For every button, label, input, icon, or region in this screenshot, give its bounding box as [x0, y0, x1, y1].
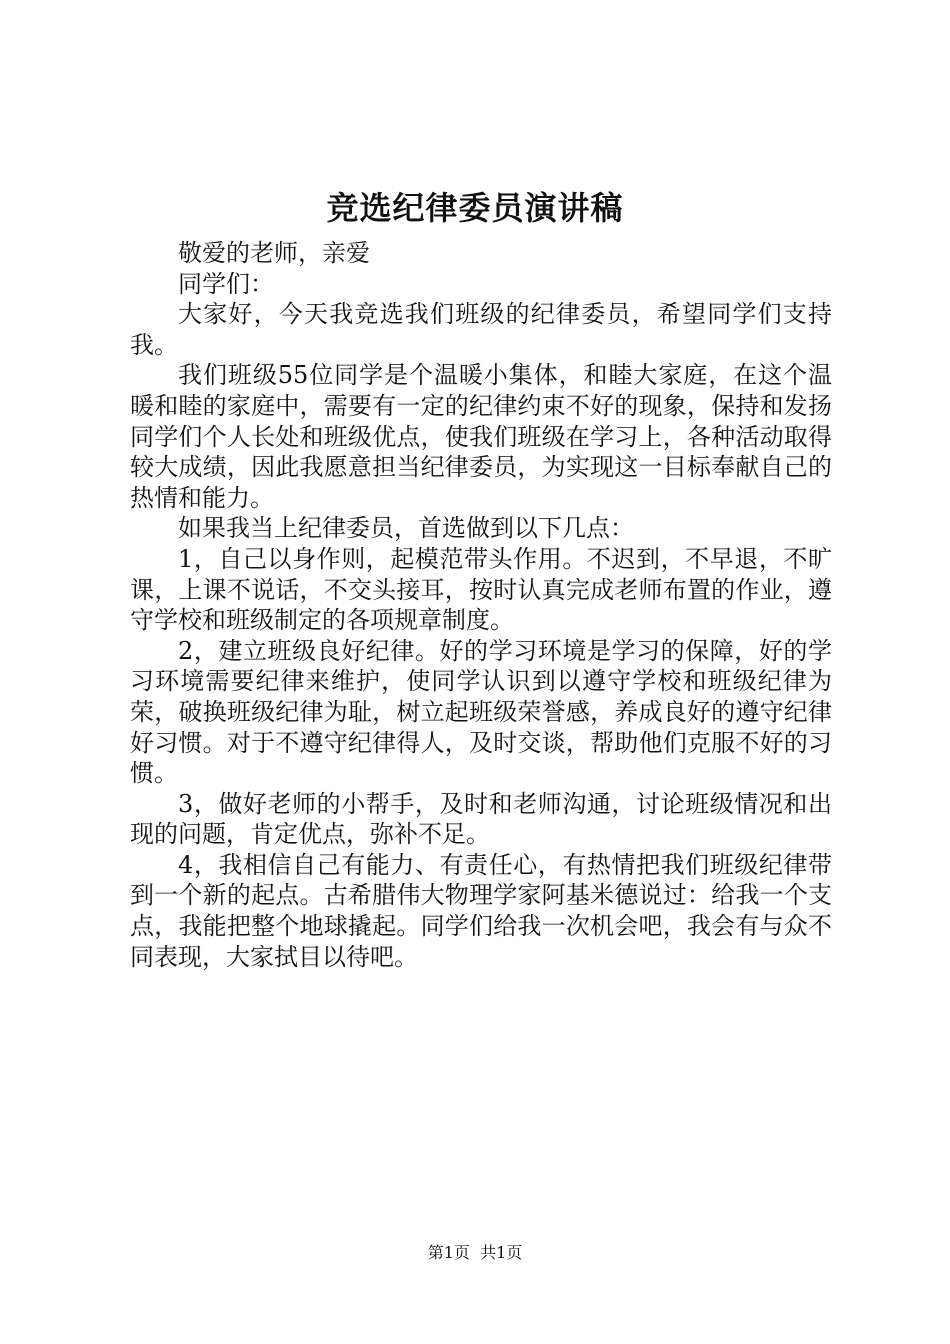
page-footer — [0, 1242, 950, 1264]
paragraph-greeting: 大家好，今天我竞选我们班级的纪律委员，希望同学们支持我。 — [130, 300, 832, 359]
document-body — [130, 238, 832, 972]
salutation-line-1: 敬爱的老师，亲爱 — [178, 239, 370, 267]
paragraph-point-1: 1，自己以身作则，起模范带头作用。不迟到，不早退，不旷课，上课不说话，不交头接耳，按时认真完成老师布置的作业，遵守学校和班级制定的各项规章制度。 — [130, 544, 832, 635]
paragraph-point-3: 3，做好老师的小帮手，及时和老师沟通，讨论班级情况和出现的问题，肯定优点，弥补不足。 — [130, 789, 832, 849]
paragraph-point-2: 2，建立班级良好纪律。好的学习环境是学习的保障，好的学习环境需要纪律来维护，使同学认识到以遵守学校和班级纪律为荣，破换班级纪律为耻，树立起班级荣誉感，养成良好的遵守纪律好习惯。对于不遵守纪律得人，及时交谈，帮助他们克服不好的习惯。 — [130, 636, 832, 788]
salutation-line-2: 同学们： — [178, 269, 274, 298]
page-total: 共1页 — [480, 1243, 523, 1262]
paragraph-points-intro: 如果我当上纪律委员，首选做到以下几点： — [178, 514, 634, 543]
document-title: 竞选纪律委员演讲稿 — [326, 189, 624, 227]
paragraph-point-4: 4，我相信自己有能力、有责任心，有热情把我们班级纪律带到一个新的起点。古希腊伟大物理学家阿基米德说过：给我一个支点，我能把整个地球撬起。同学们给我一次机会吧，我会有与众不同表现，大家拭目以待吧。 — [130, 850, 832, 971]
paragraph-class-intro: 我们班级55位同学是个温暖小集体，和睦大家庭，在这个温暖和睦的家庭中，需要有一定的纪律约束不好的现象，保持和发扬同学们个人长处和班级优点，使我们班级在学习上，各种活动取得较大成绩，因此我愿意担当纪律委员，为实现这一目标奉献自己的热情和能力。 — [130, 361, 832, 512]
page-number: 第1页 — [427, 1243, 470, 1262]
